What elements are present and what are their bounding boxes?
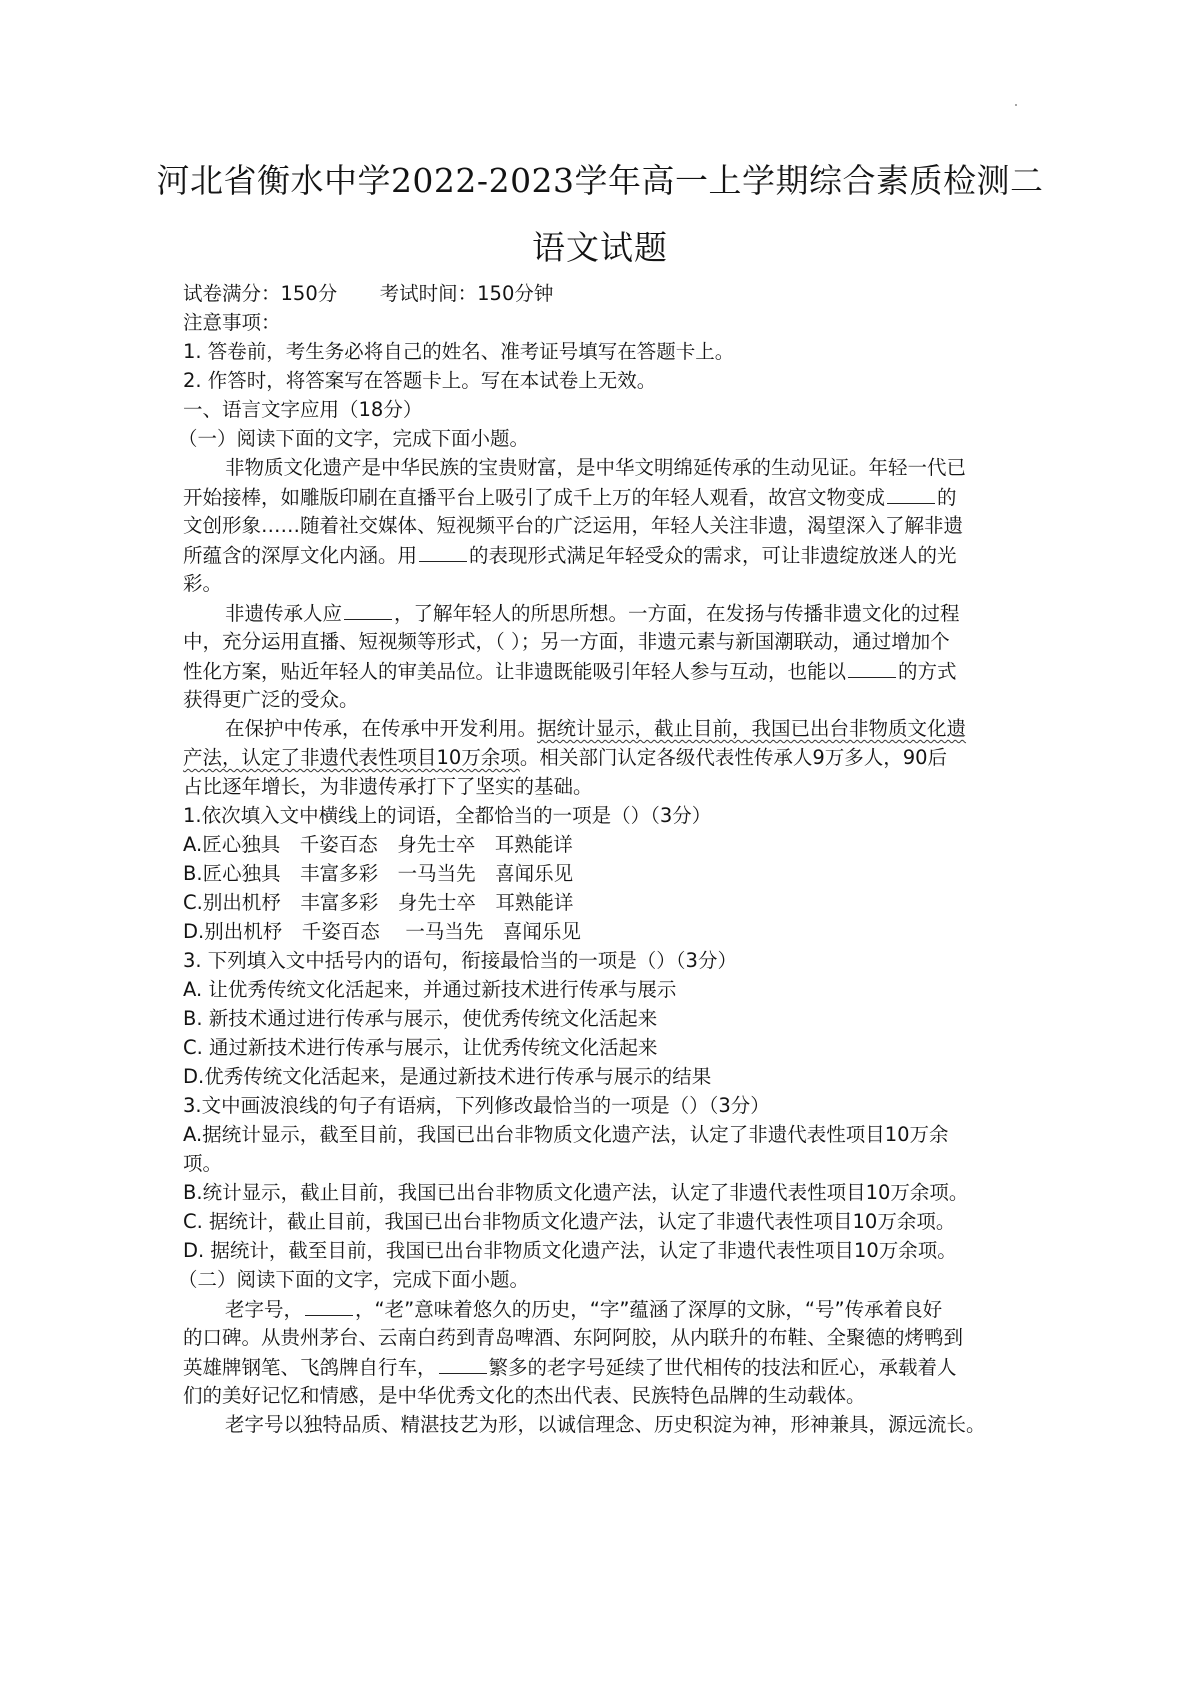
para4-line2: 的口碑。从贵州茅台、云南白药到青岛啤酒、东阿阿胶，从内联升的布鞋、全聚德的烤鸭到 bbox=[183, 1326, 964, 1349]
notes-heading: 注意事项： bbox=[183, 311, 281, 334]
question-3-stem: 3.文中画波浪线的句子有语病，下列修改最恰当的一项是（）（3分） bbox=[183, 1094, 770, 1117]
para4-line3-text: 英雄牌钢笔、飞鸽牌自行车， bbox=[183, 1356, 437, 1379]
para5-line1: 老字号以独特品质、精湛技艺为形，以诚信理念、历史积淀为神，形神兼具，源远流长。 bbox=[225, 1413, 986, 1436]
para3-line3: 占比逐年增长，为非遗传承打下了坚实的基础。 bbox=[183, 775, 593, 798]
para1-line4 bbox=[183, 541, 1083, 570]
exam-time: 考试时间：150分钟 bbox=[379, 282, 554, 305]
section-1-heading: 一、语言文字应用（18分） bbox=[183, 398, 423, 421]
total-score: 试卷满分：150分 bbox=[183, 282, 338, 305]
para2-line3-text: 性化方案，贴近年轻人的审美品位。让非遗既能吸引年轻人参与互动，也能以 bbox=[183, 660, 847, 683]
para2-line3-end: 的方式 bbox=[898, 660, 957, 683]
question-1-stem: 1.依次填入文中横线上的词语，全都恰当的一项是（）（3分） bbox=[183, 804, 712, 827]
fill-blank bbox=[887, 483, 935, 504]
question-2-option-c: C. 通过新技术进行传承与展示，让优秀传统文化活起来 bbox=[183, 1036, 658, 1059]
para1-line3: 文创形象……随着社交媒体、短视频平台的广泛运用，年轻人关注非遗，渴望深入了解非遗 bbox=[183, 514, 964, 537]
exam-title: 河北省衡水中学2022-2023学年高一上学期综合素质检测二 bbox=[156, 161, 1044, 200]
para2-line1-text: 非遗传承人应 bbox=[225, 602, 343, 625]
fill-blank bbox=[305, 1295, 353, 1316]
question-1-option-b: B.匠心独具 丰富多彩 一马当先 喜闻乐见 bbox=[183, 862, 574, 885]
scan-speck bbox=[1015, 104, 1017, 106]
exam-info-line bbox=[183, 280, 1083, 308]
para1-line5: 彩。 bbox=[183, 572, 223, 595]
para2-line2: 中，充分运用直播、短视频等形式，（ ）；另一方面，非遗元素与新国潮联动，通过增加个 bbox=[183, 630, 950, 653]
question-3-option-c: C. 据统计，截止目前，我国已出台非物质文化遗产法，认定了非遗代表性项目10万余项。 bbox=[183, 1210, 956, 1233]
para1-line2 bbox=[183, 483, 1083, 512]
para4-line3-end: 繁多的老字号延续了世代相传的技法和匠心，承载着人 bbox=[488, 1356, 957, 1379]
para1-line4-text: 所蕴含的深厚文化内涵。用 bbox=[183, 544, 418, 567]
part-1-heading: （一）阅读下面的文字，完成下面小题。 bbox=[178, 427, 530, 450]
note-1: 1. 答卷前，考生务必将自己的姓名、准考证号填写在答题卡上。 bbox=[183, 340, 735, 363]
question-3-option-d: D. 据统计，截至目前，我国已出台非物质文化遗产法，认定了非遗代表性项目10万余项。 bbox=[183, 1239, 957, 1262]
fill-blank bbox=[344, 599, 392, 620]
para3-line1-text: 在保护中传承，在传承中开发利用。 bbox=[225, 717, 538, 740]
para2-line1-end: ，了解年轻人的所思所想。一方面，在发扬与传播非遗文化的过程 bbox=[394, 602, 960, 625]
para2-line1 bbox=[225, 599, 1125, 628]
question-3-option-a-cont: 项。 bbox=[183, 1152, 223, 1175]
wavy-underlined-sentence: 据统计显示，截止目前，我国已出台非物质文化遗 bbox=[537, 717, 967, 740]
para4-line1 bbox=[225, 1295, 1125, 1324]
fill-blank bbox=[848, 657, 896, 678]
fill-blank bbox=[419, 541, 467, 562]
question-2-option-d: D.优秀传统文化活起来，是通过新技术进行传承与展示的结果 bbox=[183, 1065, 712, 1088]
question-3-option-a: A.据统计显示，截至目前，我国已出台非物质文化遗产法，认定了非遗代表性项目10万余 bbox=[183, 1123, 949, 1146]
para1-line1: 非物质文化遗产是中华民族的宝贵财富，是中华文明绵延传承的生动见证。年轻一代已 bbox=[225, 456, 967, 479]
fill-blank bbox=[439, 1353, 487, 1374]
question-1-option-c: C.别出机杼 丰富多彩 身先士卒 耳熟能详 bbox=[183, 891, 574, 914]
question-3-option-b: B.统计显示，截止目前，我国已出台非物质文化遗产法，认定了非遗代表性项目10万余项。 bbox=[183, 1181, 969, 1204]
para4-line1-end: ，“老”意味着悠久的历史，“字”蕴涵了深厚的文脉，“号”传承着良好 bbox=[355, 1298, 943, 1321]
question-2-option-b: B. 新技术通过进行传承与展示，使优秀传统文化活起来 bbox=[183, 1007, 658, 1030]
para1-line4-end: 的表现形式满足年轻受众的需求，可让非遗绽放迷人的光 bbox=[469, 544, 957, 567]
part-2-heading: （二）阅读下面的文字，完成下面小题。 bbox=[178, 1268, 530, 1291]
para1-line2-text: 开始接棒，如雕版印刷在直播平台上吸引了成千上万的年轻人观看，故宫文物变成 bbox=[183, 486, 886, 509]
para1-line2-end: 的 bbox=[937, 486, 957, 509]
para4-line3 bbox=[183, 1353, 1083, 1382]
wavy-underlined-sentence-end: 产法，认定了非遗代表性项目10万余项 bbox=[183, 746, 520, 769]
para4-line1-text: 老字号， bbox=[225, 1298, 304, 1321]
para2-line4: 获得更广泛的受众。 bbox=[183, 688, 359, 711]
para3-line2-text: 。相关部门认定各级代表性传承人9万多人，90后 bbox=[519, 746, 948, 769]
question-1-option-d: D.别出机杼 千姿百态 一马当先 喜闻乐见 bbox=[183, 920, 581, 943]
question-2-stem: 3. 下列填入文中括号内的语句，衔接最恰当的一项是（）（3分） bbox=[183, 949, 737, 972]
para3-line2 bbox=[183, 744, 1083, 772]
para4-line4: 们的美好记忆和情感，是中华优秀文化的杰出代表、民族特色品牌的生动载体。 bbox=[183, 1384, 866, 1407]
note-2: 2. 作答时，将答案写在答题卡上。写在本试卷上无效。 bbox=[183, 369, 657, 392]
question-1-option-a: A.匠心独具 千姿百态 身先士卒 耳熟能详 bbox=[183, 833, 573, 856]
question-2-option-a: A. 让优秀传统文化活起来，并通过新技术进行传承与展示 bbox=[183, 978, 677, 1001]
para2-line3 bbox=[183, 657, 1083, 686]
exam-subtitle: 语文试题 bbox=[532, 228, 668, 267]
para3-line1 bbox=[225, 715, 1125, 743]
